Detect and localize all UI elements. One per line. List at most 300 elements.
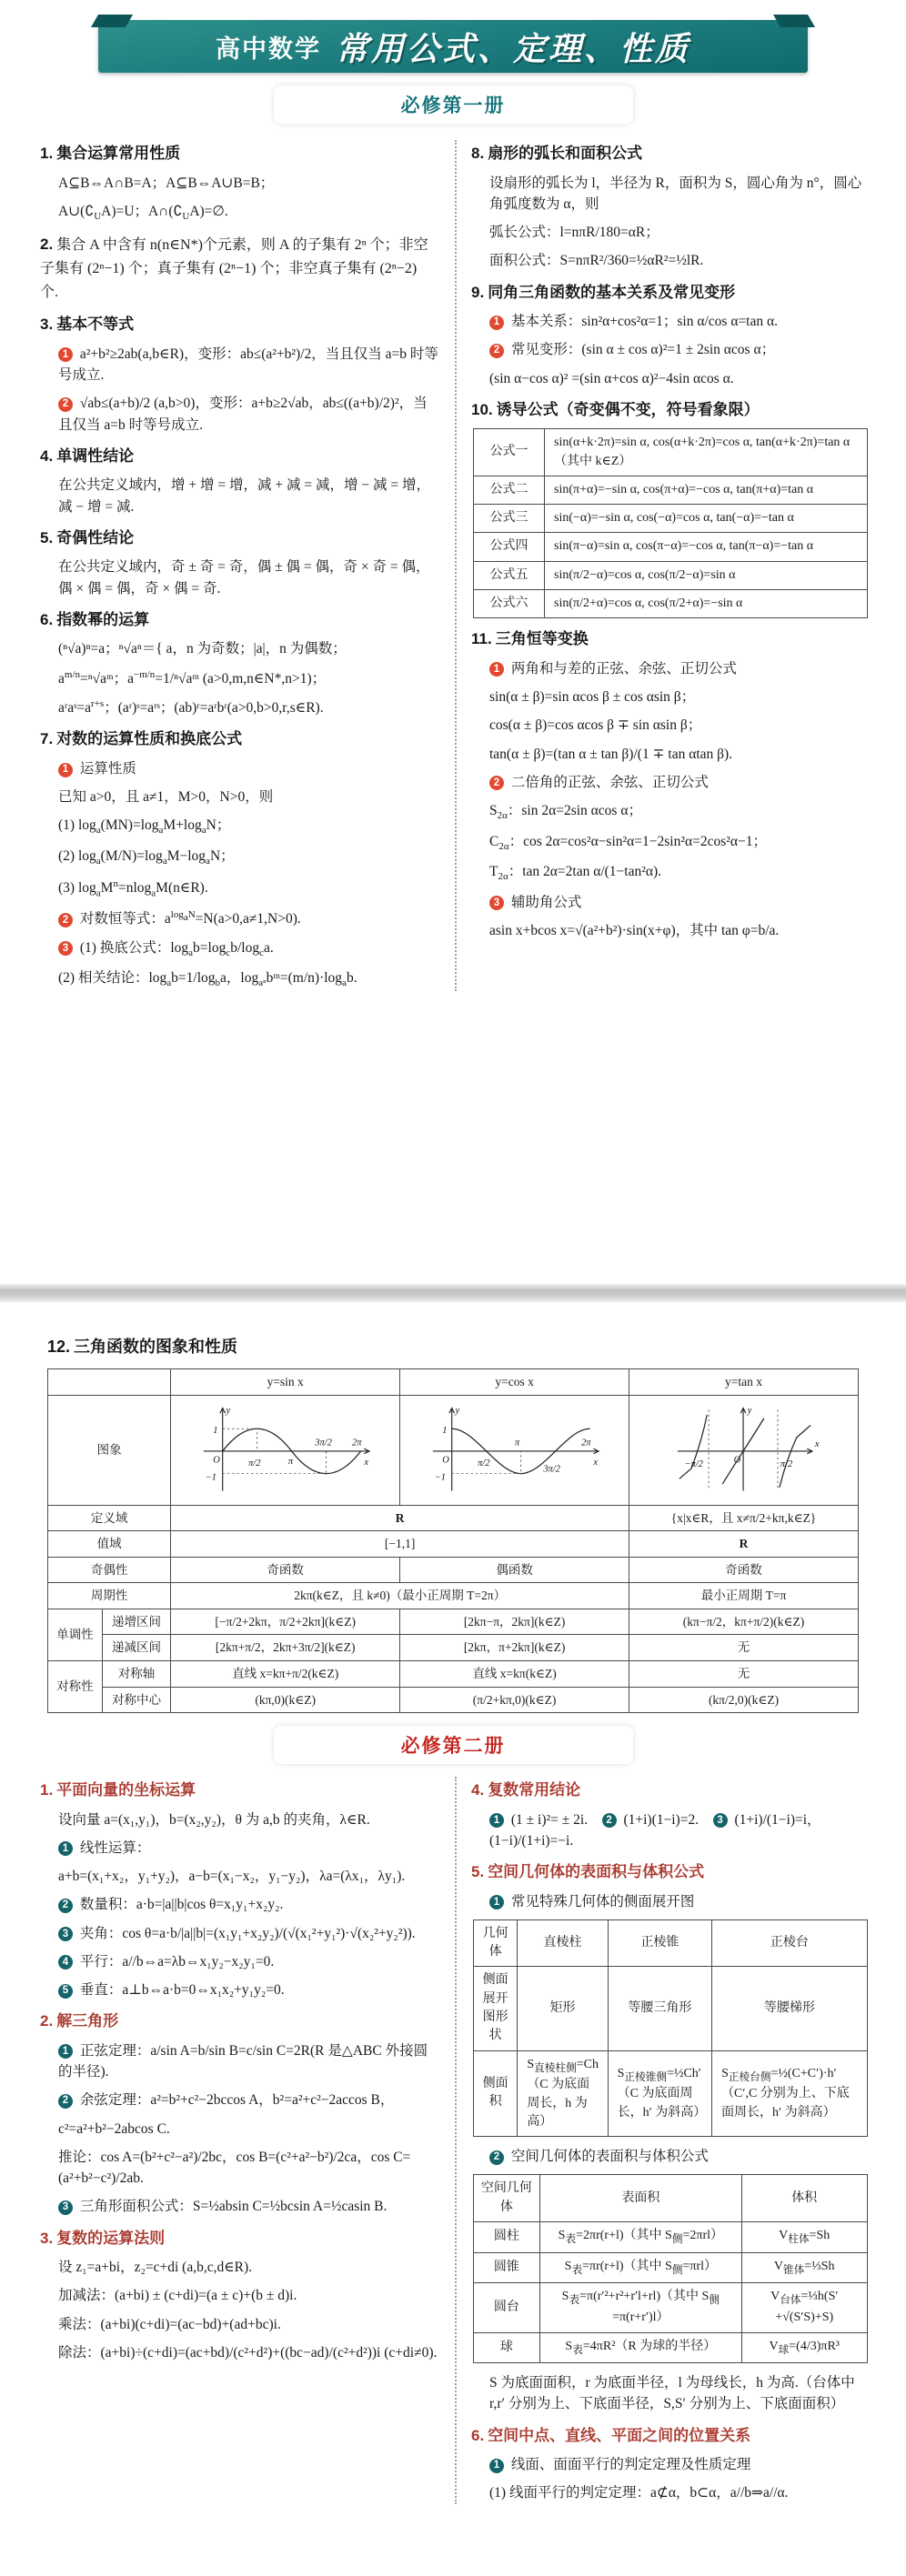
section-1 bbox=[40, 1779, 438, 2000]
section-4 bbox=[471, 1779, 870, 1851]
table-cell: 2kπ(k∈Z，且 k≠0)（最小正周期 T=2π） bbox=[171, 1583, 629, 1609]
formula-table bbox=[473, 1919, 868, 2137]
table-cell: [2kπ，π+2kπ](k∈Z) bbox=[400, 1635, 629, 1661]
formula-line: 3 三角形面积公式：S=½absin C=½bcsin A=½casin B. bbox=[58, 2196, 438, 2217]
section-heading bbox=[40, 445, 438, 468]
table-row bbox=[48, 1609, 859, 1635]
formula-line: 4 平行：a//b⇔a=λb⇔x₁y₂−x₂y₁=0. bbox=[58, 1951, 438, 1972]
table-cell: [−1,1] bbox=[171, 1531, 629, 1558]
section-11 bbox=[471, 627, 870, 941]
table-cell: 单调性 bbox=[48, 1609, 103, 1660]
circled-number-badge: 2 bbox=[58, 913, 73, 927]
section-5 bbox=[471, 1860, 870, 2415]
formula-line: 1 两角和与差的正弦、余弦、正切公式 bbox=[489, 658, 870, 679]
section-heading bbox=[40, 142, 438, 165]
table-cell: 圆台 bbox=[474, 2283, 540, 2332]
formula-line: (2) $\log_a(M/N)=\log_aM-\log_aN$； bbox=[58, 848, 235, 867]
table-cell: [2kπ+π/2，2kπ+3π/2](k∈Z) bbox=[171, 1635, 400, 1661]
formula-line: 设 z₁=a+bi，z₂=c+di (a,b,c,d∈R). bbox=[58, 2260, 253, 2276]
table-cell: 公式四 bbox=[474, 533, 545, 561]
book2-title bbox=[0, 1726, 906, 1764]
section-title: 基本不等式 bbox=[56, 316, 135, 334]
table-cell: y=tan x bbox=[629, 1369, 859, 1396]
table-cell: 公式二 bbox=[474, 476, 545, 504]
section-title: 指数幂的运算 bbox=[56, 610, 150, 628]
title-banner bbox=[98, 20, 808, 73]
formula-line: $a^{m/n}=^n√aᵐ$；$a^{-m/n}=1/^n√aᵐ$ (a>0,m,n∈N*,n>1)； bbox=[58, 668, 327, 687]
table-cell: 直棱柱 bbox=[518, 1919, 608, 1967]
formula-line: 2 √ab≤(a+b)/2 (a,b>0)，变形：a+b≥2√ab，ab≤((a+b)/2)²，当且仅当 a=b 时等号成立. bbox=[58, 396, 428, 433]
table-row bbox=[48, 1687, 859, 1713]
table-cell: [−π/2+2kπ，π/2+2kπ](k∈Z) bbox=[171, 1609, 400, 1635]
table-cell: 等腰三角形 bbox=[608, 1967, 711, 2050]
graph-label: π bbox=[287, 1456, 293, 1467]
formula-line: $T_{2\alpha}$：tan 2α=2tan α/(1−tan²α). bbox=[489, 864, 662, 883]
table-cell: 奇函数 bbox=[171, 1557, 400, 1583]
table-cell: $S_表=4\pi R^2(R$ 为球的半径） bbox=[539, 2332, 741, 2363]
table-cell: 表面积 bbox=[539, 2175, 741, 2222]
section-3 bbox=[40, 313, 438, 436]
table-row bbox=[48, 1557, 859, 1583]
section-heading bbox=[47, 1335, 859, 1359]
circled-number-badge: 1 bbox=[58, 2044, 73, 2059]
section-title: 单调性结论 bbox=[56, 446, 135, 465]
formula-line: asin x+bcos x=√(a²+b²)·sin(x+φ)，其中 tan φ=b/a. bbox=[489, 923, 780, 939]
table-cell: 圆柱 bbox=[474, 2222, 540, 2253]
graph-label: O bbox=[441, 1454, 449, 1465]
page2-right-column bbox=[471, 1769, 870, 2513]
circled-number-badge: 4 bbox=[58, 1955, 73, 1970]
table-cell: y=sin x bbox=[171, 1369, 400, 1396]
table-row bbox=[48, 1395, 859, 1505]
table-row bbox=[48, 1531, 859, 1558]
section-heading bbox=[471, 398, 870, 422]
formula-line: 推论：cos A=(b²+c²−a²)/2bc，cos B=(c²+a²−b²)/2ca，cos C=(a²+b²−c²)/2ab. bbox=[58, 2149, 411, 2187]
section-number: 5. bbox=[471, 1863, 485, 1881]
table-row bbox=[474, 2332, 868, 2363]
table-row bbox=[48, 1369, 859, 1396]
section-title: 复数的运算法则 bbox=[56, 2229, 166, 2247]
section-title: 复数常用结论 bbox=[488, 1781, 581, 1799]
formula-line: tan(α ± β)=(tan α ± tan β)/(1 ∓ tan αtan β). bbox=[489, 746, 733, 762]
table-cell: 公式一 bbox=[474, 429, 545, 476]
table-cell: 定义域 bbox=[48, 1505, 171, 1531]
table-cell: 球 bbox=[474, 2332, 540, 2363]
section-number: 8. bbox=[471, 145, 485, 162]
table-cell: 图象 bbox=[48, 1395, 171, 1505]
formula-line: 在公共定义域内，奇 ± 奇 = 奇，偶 ± 偶 = 偶，奇 × 奇 = 偶，偶 × 偶 = 偶，奇 × 偶 = 奇. bbox=[58, 559, 430, 596]
table-cell: $S_{正棱台侧}=\frac{1}{2}(C+C')\cdot h'(C',C$ 分别为上、下底面周长，h′ 为斜高） bbox=[712, 2050, 868, 2137]
table-cell bbox=[171, 1395, 400, 1505]
table-cell: $V_{台体}=\frac{1}{3}h(S'+√(S'S)+S)$ bbox=[741, 2283, 867, 2332]
circled-number-badge: 3 bbox=[713, 1813, 728, 1828]
graph-label: π/2 bbox=[477, 1458, 490, 1468]
graph-label: O bbox=[212, 1454, 220, 1465]
banner-main-title: 常用公式、定理、性质 bbox=[335, 29, 690, 67]
formula-line: (2) 相关结论：$\log_ab=1/\log_ba$，$\log_{a^n}bᵐ=(m/n)\cdot\log_ab$. bbox=[58, 970, 357, 989]
page2-columns bbox=[0, 1769, 906, 2513]
page2-left-column bbox=[40, 1769, 438, 2513]
formula-line: 2 数量积：a·b=|a||b|cos θ=x₁y₁+x₂y₂. bbox=[58, 1894, 438, 1915]
table-row bbox=[48, 1660, 859, 1687]
graph-label: 3π/2 bbox=[542, 1464, 560, 1475]
table-row bbox=[474, 505, 868, 533]
section-number: 1. bbox=[40, 145, 54, 162]
table-cell: 正棱锥 bbox=[608, 1919, 711, 1967]
formula-line: 1 正弦定理：a/sin A=b/sin B=c/sin C=2R(R 是△ABC 外接圆的半径). bbox=[58, 2042, 428, 2080]
table-cell: 公式五 bbox=[474, 561, 545, 589]
table-row bbox=[48, 1635, 859, 1661]
table-cell: 奇函数 bbox=[629, 1557, 859, 1583]
graph-label: 1 bbox=[212, 1425, 218, 1436]
table-cell: 对称中心 bbox=[102, 1687, 170, 1713]
circled-number-badge: 1 bbox=[58, 763, 73, 777]
table-cell: (kπ,0)(k∈Z) bbox=[171, 1687, 400, 1713]
table-row bbox=[474, 590, 868, 618]
graph-label: 2π bbox=[580, 1437, 591, 1448]
table-cell: 直线 x=kπ+π/2(k∈Z) bbox=[171, 1660, 400, 1687]
formula-line: 弧长公式：l=nπR/180=αR； bbox=[489, 225, 659, 240]
section-3 bbox=[40, 2227, 438, 2364]
table-row bbox=[48, 1583, 859, 1609]
section-10 bbox=[471, 398, 870, 619]
table-cell: 矩形 bbox=[518, 1967, 608, 2050]
table-cell: [2kπ−π，2kπ](k∈Z) bbox=[400, 1609, 629, 1635]
table-cell: (kπ/2,0)(k∈Z) bbox=[629, 1687, 859, 1713]
graph-label: π bbox=[514, 1437, 519, 1448]
table-cell: (kπ−π/2，kπ+π/2)(k∈Z) bbox=[629, 1609, 859, 1635]
graph-label: O bbox=[733, 1454, 740, 1465]
formula-line: $C_{2\alpha}$：cos 2α=cos²α−sin²α=1−2sin²α=2cos²α−1； bbox=[489, 833, 768, 852]
formula-line: 2 二倍角的正弦、余弦、正切公式 bbox=[489, 772, 870, 793]
formula-line: 设向量 a=(x₁,y₁)，b=(x₂,y₂)，θ 为 a,b 的夹角，λ∈R. bbox=[58, 1811, 370, 1828]
section-heading bbox=[40, 526, 438, 550]
circled-number-badge: 2 bbox=[58, 1899, 73, 1913]
table-row bbox=[474, 561, 868, 589]
formula-line: S 为底面面积，r 为底面半径，l 为母线长，h 为高.（台体中 r,r′ 分别为上、下底面半径，S,S′ 分别为上、下底面面积） bbox=[489, 2375, 855, 2412]
formula-line: a+b=(x₁+x₂，y₁+y₂)，a−b=(x₁−x₂，y₁−y₂)，λa=(λx₁，λy₁). bbox=[58, 1869, 406, 1885]
formula-line: A⊆B⇔A∩B=A；A⊆B⇔A∪B=B； bbox=[58, 175, 275, 191]
circled-number-badge: 3 bbox=[58, 1927, 73, 1941]
formula-line: 除法：(a+bi)÷(c+di)=(ac+bd)/(c²+d²)+((bc−ad)/(c²+d²))i (c+di≠0). bbox=[58, 2344, 438, 2360]
table-cell: 对称轴 bbox=[102, 1660, 170, 1687]
formula-line: 乘法：(a+bi)(c+di)=(ac−bd)+(ad+bc)i. bbox=[58, 2316, 281, 2332]
section-number: 6. bbox=[40, 610, 54, 628]
circled-number-badge: 1 bbox=[489, 662, 504, 677]
table-row bbox=[48, 1505, 859, 1531]
formula-line: 3 辅助角公式 bbox=[489, 892, 870, 913]
table-row bbox=[474, 2283, 868, 2332]
banner-subtitle: 高中数学 bbox=[215, 35, 321, 63]
circled-number-badge: 2 bbox=[58, 397, 73, 412]
table-row bbox=[474, 1967, 868, 2050]
formula-line: $aʳaˢ=a^{r+s}$；(aʳ)ˢ=aʳˢ；(ab)ʳ=aʳbʳ(a>0,b>0,r,s∈R). bbox=[58, 698, 324, 717]
table-cell: 奇偶性 bbox=[48, 1557, 171, 1583]
table-row bbox=[474, 2252, 868, 2283]
table-cell: $V_球=(4/3)\pi R^3$ bbox=[741, 2332, 867, 2363]
formula-line: 1 运算性质 bbox=[58, 758, 438, 779]
table-cell: $S_{正棱锥侧}=\frac{1}{2}Ch'(C$ 为底面周长，h′ 为斜高） bbox=[608, 2050, 711, 2137]
section-title: 同角三角函数的基本关系及常见变形 bbox=[488, 283, 736, 301]
formula-line: 面积公式：S=nπR²/360=½αR²=½lR. bbox=[489, 253, 704, 269]
section-heading bbox=[40, 608, 438, 632]
section-number: 2. bbox=[40, 2012, 54, 2030]
formula-line: 1 线面、面面平行的判定定理及性质定理 bbox=[489, 2454, 870, 2475]
graph-label: x bbox=[814, 1438, 819, 1449]
section-number: 12. bbox=[47, 1338, 71, 1356]
section-title: 集合 A 中含有 n(n∈N*)个元素，则 A 的子集有 2ⁿ 个；非空子集有 (2ⁿ−1) 个；真子集有 (2ⁿ−1) 个；非空真子集有 (2ⁿ−2) 个. bbox=[40, 237, 428, 301]
circled-number-badge: 1 bbox=[489, 2459, 504, 2473]
section-title: 对数的运算性质和换底公式 bbox=[56, 730, 243, 748]
circled-number-badge: 1 bbox=[58, 1841, 73, 1856]
section-title: 解三角形 bbox=[56, 2012, 119, 2030]
formula-table bbox=[473, 2174, 868, 2363]
formula-line: sin(α ± β)=sin αcos β ± cos αsin β； bbox=[489, 689, 696, 706]
formula-line: 3 (1) 换底公式：$\log_ab=\log_cb/\log_ca$. bbox=[58, 937, 438, 961]
table-cell: R bbox=[171, 1505, 629, 1531]
formula-line: $A\cup(∁_UA)=U$；$A\cap(∁_UA)=\emptyset$. bbox=[58, 203, 228, 222]
section-number: 11. bbox=[471, 630, 492, 648]
table-row bbox=[474, 476, 868, 504]
graph-label: π/2 bbox=[780, 1458, 792, 1469]
book1-title bbox=[0, 85, 906, 124]
section-12 bbox=[47, 1335, 859, 1713]
page-1 bbox=[0, 0, 906, 1284]
formula-line: 2 常见变形：(sin α ± cos α)²=1 ± 2sin αcos α； bbox=[489, 339, 870, 360]
table-cell: $S_表=\pi(r'^2+r^2+r'l+rl)$（其中 $S_侧=\pi(r+r')l$） bbox=[539, 2283, 741, 2332]
formula-line: $S_{2\alpha}$：sin 2α=2sin αcos α； bbox=[489, 803, 642, 822]
section-4 bbox=[40, 445, 438, 517]
table-cell: $V_{锥体}=\frac{1}{3}Sh$ bbox=[741, 2252, 867, 2283]
function-graph-sin bbox=[192, 1399, 379, 1501]
graph-label: x bbox=[592, 1457, 598, 1468]
table-cell: 体积 bbox=[741, 2175, 867, 2222]
formula-table bbox=[473, 428, 868, 618]
table-row bbox=[474, 2222, 868, 2253]
section-number: 2. bbox=[40, 236, 54, 254]
table-cell: 周期性 bbox=[48, 1583, 171, 1609]
formula-line: 2 余弦定理：a²=b²+c²−2bccos A，b²=a²+c²−2accos B， bbox=[58, 2090, 438, 2110]
graph-label: y bbox=[747, 1405, 751, 1416]
table-cell: sin(π/2+α)=cos α, cos(π/2+α)=−sin α bbox=[545, 590, 868, 618]
section-heading bbox=[40, 313, 438, 336]
page-gap bbox=[0, 1284, 906, 1302]
formula-line: (ⁿ√a)ⁿ=a；ⁿ√aⁿ＝{ a，n 为奇数；|a|，n 为偶数； bbox=[58, 641, 347, 657]
table-cell: 等腰梯形 bbox=[712, 1967, 868, 2050]
formula-line: 已知 a>0，且 a≠1，M>0，N>0，则 bbox=[58, 789, 274, 806]
section-title: 扇形的弧长和面积公式 bbox=[488, 145, 643, 162]
circled-number-badge: 2 bbox=[489, 2150, 504, 2165]
table-cell: 侧面积 bbox=[474, 2050, 518, 2137]
table-cell: 递增区间 bbox=[102, 1609, 170, 1635]
table-cell bbox=[48, 1369, 171, 1396]
section-6 bbox=[471, 2424, 870, 2504]
section-6 bbox=[40, 608, 438, 719]
section-8 bbox=[471, 142, 870, 272]
graph-label: π/2 bbox=[247, 1458, 261, 1468]
section-heading bbox=[471, 142, 870, 165]
circled-number-badge: 3 bbox=[58, 2200, 73, 2215]
graph-label: −1 bbox=[205, 1471, 216, 1482]
table-cell: 正棱台 bbox=[712, 1919, 868, 1967]
section-number: 1. bbox=[40, 1781, 54, 1799]
section-heading bbox=[471, 1860, 870, 1884]
table-cell: R bbox=[629, 1531, 859, 1558]
page-2 bbox=[0, 1302, 906, 2576]
section-title: 空间中点、直线、平面之间的位置关系 bbox=[488, 2426, 751, 2444]
graph-label: 3π/2 bbox=[314, 1437, 332, 1448]
formula-line: (1) $\log_a(MN)=\log_aM+\log_aN$； bbox=[58, 817, 231, 837]
section-title: 诱导公式（奇变偶不变，符号看象限） bbox=[496, 400, 760, 418]
table-cell: 侧面展开图形状 bbox=[474, 1967, 518, 2050]
section-heading bbox=[471, 281, 870, 305]
table-cell: 公式六 bbox=[474, 590, 545, 618]
table-cell: sin(π/2−α)=cos α, cos(π/2−α)=sin α bbox=[545, 561, 868, 589]
circled-number-badge: 1 bbox=[58, 347, 73, 362]
section-2 bbox=[40, 233, 438, 304]
circled-number-badge: 2 bbox=[58, 2094, 73, 2109]
graph-label: −1 bbox=[434, 1471, 446, 1482]
section-number: 7. bbox=[40, 730, 54, 748]
formula-line: (sin α−cos α)² =(sin α+cos α)²−4sin αcos α. bbox=[489, 370, 734, 386]
graph-label: 2π bbox=[351, 1437, 362, 1448]
graph-label: −π/2 bbox=[684, 1458, 703, 1469]
section-title: 三角函数的图象和性质 bbox=[74, 1338, 238, 1356]
table-cell: 公式三 bbox=[474, 505, 545, 533]
section-heading bbox=[471, 2424, 870, 2448]
circled-number-badge: 2 bbox=[489, 776, 504, 790]
page1-columns bbox=[0, 129, 906, 1000]
table-row bbox=[474, 2050, 868, 2137]
table-cell: $S_表=2\pi r(r+l)$（其中 $S_侧=2\pi rl$） bbox=[539, 2222, 741, 2253]
section-heading bbox=[40, 2010, 438, 2033]
column-divider bbox=[455, 140, 457, 991]
section-heading bbox=[40, 2227, 438, 2250]
section-5 bbox=[40, 526, 438, 599]
section-number: 4. bbox=[471, 1781, 485, 1799]
graph-label: y bbox=[455, 1405, 459, 1416]
book1-title-text: 必修第一册 bbox=[274, 85, 633, 124]
circled-number-badge: 1 bbox=[489, 316, 504, 330]
formula-table bbox=[47, 1368, 859, 1713]
circled-number-badge: 3 bbox=[58, 941, 73, 956]
table-cell: {x|x∈R，且 x≠π/2+kπ,k∈Z} bbox=[629, 1505, 859, 1531]
table-cell: 对称性 bbox=[48, 1660, 103, 1712]
section-12-container bbox=[47, 1335, 859, 1713]
table-cell: (π/2+kπ,0)(k∈Z) bbox=[400, 1687, 629, 1713]
table-cell: 无 bbox=[629, 1635, 859, 1661]
function-graph-tan bbox=[650, 1399, 838, 1501]
table-cell: sin(−α)=−sin α, cos(−α)=cos α, tan(−α)=−tan α bbox=[545, 505, 868, 533]
table-row bbox=[474, 429, 868, 476]
section-heading bbox=[471, 627, 870, 651]
table-cell: sin(π−α)=sin α, cos(π−α)=−cos α, tan(π−α)=−tan α bbox=[545, 533, 868, 561]
page1-right-column bbox=[471, 133, 870, 1000]
section-heading bbox=[40, 1779, 438, 1802]
section-number: 3. bbox=[40, 2229, 54, 2247]
graph-label: 1 bbox=[441, 1425, 448, 1436]
section-7 bbox=[40, 727, 438, 991]
table-cell: y=cos x bbox=[400, 1369, 629, 1396]
section-number: 5. bbox=[40, 528, 54, 546]
section-number: 4. bbox=[40, 446, 54, 465]
section-title: 奇偶性结论 bbox=[56, 528, 135, 546]
table-cell: 无 bbox=[629, 1660, 859, 1687]
table-cell: $S_{直棱柱侧}=Ch(C$ 为底面周长，h 为高） bbox=[518, 2050, 608, 2137]
formula-line: 1 常见特殊几何体的侧面展开图 bbox=[489, 1891, 870, 1912]
formula-line: 加减法：(a+bi) ± (c+di)=(a ± c)+(b ± d)i. bbox=[58, 2288, 297, 2304]
formula-line: 1 线性运算： bbox=[58, 1838, 438, 1859]
formula-line: 1 基本关系：sin²α+cos²α=1；sin α/cos α=tan α. bbox=[489, 311, 870, 332]
circled-number-badge: 1 bbox=[489, 1813, 504, 1828]
graph-label: y bbox=[226, 1405, 230, 1416]
table-cell: sin(π+α)=−sin α, cos(π+α)=−cos α, tan(π+α)=tan α bbox=[545, 476, 868, 504]
section-number: 6. bbox=[471, 2426, 485, 2444]
circled-number-badge: 1 bbox=[489, 1895, 504, 1909]
section-title: 三角恒等变换 bbox=[495, 630, 589, 648]
table-cell bbox=[400, 1395, 629, 1505]
section-2 bbox=[40, 2010, 438, 2217]
section-title: 平面向量的坐标运算 bbox=[56, 1781, 196, 1799]
section-number: 3. bbox=[40, 316, 54, 334]
book2-title-text: 必修第二册 bbox=[274, 1726, 633, 1764]
table-cell: 直线 x=kπ(k∈Z) bbox=[400, 1660, 629, 1687]
table-row bbox=[474, 2175, 868, 2222]
section-number: 9. bbox=[471, 283, 485, 301]
table-row bbox=[474, 1919, 868, 1967]
formula-line: 在公共定义域内，增 + 增 = 增，减 + 减 = 减，增 − 减 = 增，减 − 增 = 减. bbox=[58, 477, 430, 515]
formula-line: (1) 线面平行的判定定理：a⊄α，b⊂α，a//b⇒a//α. bbox=[489, 2485, 789, 2501]
formula-line: cos(α ± β)=cos αcos β ∓ sin αsin β； bbox=[489, 717, 702, 734]
formula-line: 1 a²+b²≥2ab(a,b∈R)，变形：ab≤(a²+b²)/2，当且仅当 a=b 时等号成立. bbox=[58, 346, 438, 384]
page1-left-column bbox=[40, 133, 438, 1000]
graph-label: x bbox=[364, 1457, 368, 1468]
table-cell: 递减区间 bbox=[102, 1635, 170, 1661]
circled-number-badge: 3 bbox=[489, 896, 504, 910]
formula-line: 3 夹角：cos θ=a·b/|a||b|=(x₁y₁+x₂y₂)/(√(x₁²+y₁²)·√(x₂²+y₂²)). bbox=[58, 1923, 438, 1944]
table-cell: 几何体 bbox=[474, 1919, 518, 1967]
section-heading bbox=[40, 727, 438, 751]
section-title: 集合运算常用性质 bbox=[56, 145, 181, 162]
section-heading bbox=[40, 233, 438, 304]
section-number: 10. bbox=[471, 400, 493, 418]
table-cell: 值域 bbox=[48, 1531, 171, 1558]
table-cell: sin(α+k·2π)=sin α, cos(α+k·2π)=cos α, tan(α+k·2π)=tan α（其中 k∈Z） bbox=[545, 429, 868, 476]
formula-line: 5 垂直：a⊥b⇔a·b=0⇔x₁x₂+y₁y₂=0. bbox=[58, 1980, 438, 2000]
formula-line: 1 (1 ± i)²= ± 2i. 2 (1+i)(1−i)=2. 3 (1+i)/(1−i)=i，(1−i)/(1+i)=−i. bbox=[489, 1811, 821, 1849]
formula-line: c²=a²+b²−2abcos C. bbox=[58, 2120, 170, 2137]
table-cell: $S_表=\pi r(r+l)$（其中 $S_侧=\pi rl$） bbox=[539, 2252, 741, 2283]
table-cell: 最小正周期 T=π bbox=[629, 1583, 859, 1609]
section-1 bbox=[40, 142, 438, 224]
table-cell: 偶函数 bbox=[400, 1557, 629, 1583]
table-cell: $V_{柱体}=Sh$ bbox=[741, 2222, 867, 2253]
formula-line: 2 对数恒等式：$a^{log_aN}=N(a>0,a\ne 1,N>0)$. bbox=[58, 907, 438, 929]
table-row bbox=[474, 533, 868, 561]
formula-line: (3) $\log_aM^n=nlog_aM(n\in R)$. bbox=[58, 877, 208, 898]
circled-number-badge: 5 bbox=[58, 1984, 73, 1999]
table-cell: 圆锥 bbox=[474, 2252, 540, 2283]
table-cell: 空间几何体 bbox=[474, 2175, 540, 2222]
section-heading bbox=[471, 1779, 870, 1802]
function-graph-cos bbox=[421, 1399, 609, 1501]
circled-number-badge: 2 bbox=[602, 1813, 617, 1828]
circled-number-badge: 2 bbox=[489, 344, 504, 358]
section-title: 空间几何体的表面积与体积公式 bbox=[488, 1863, 705, 1881]
table-cell bbox=[629, 1395, 859, 1505]
formula-line: 2 空间几何体的表面积与体积公式 bbox=[489, 2146, 870, 2167]
section-9 bbox=[471, 281, 870, 389]
